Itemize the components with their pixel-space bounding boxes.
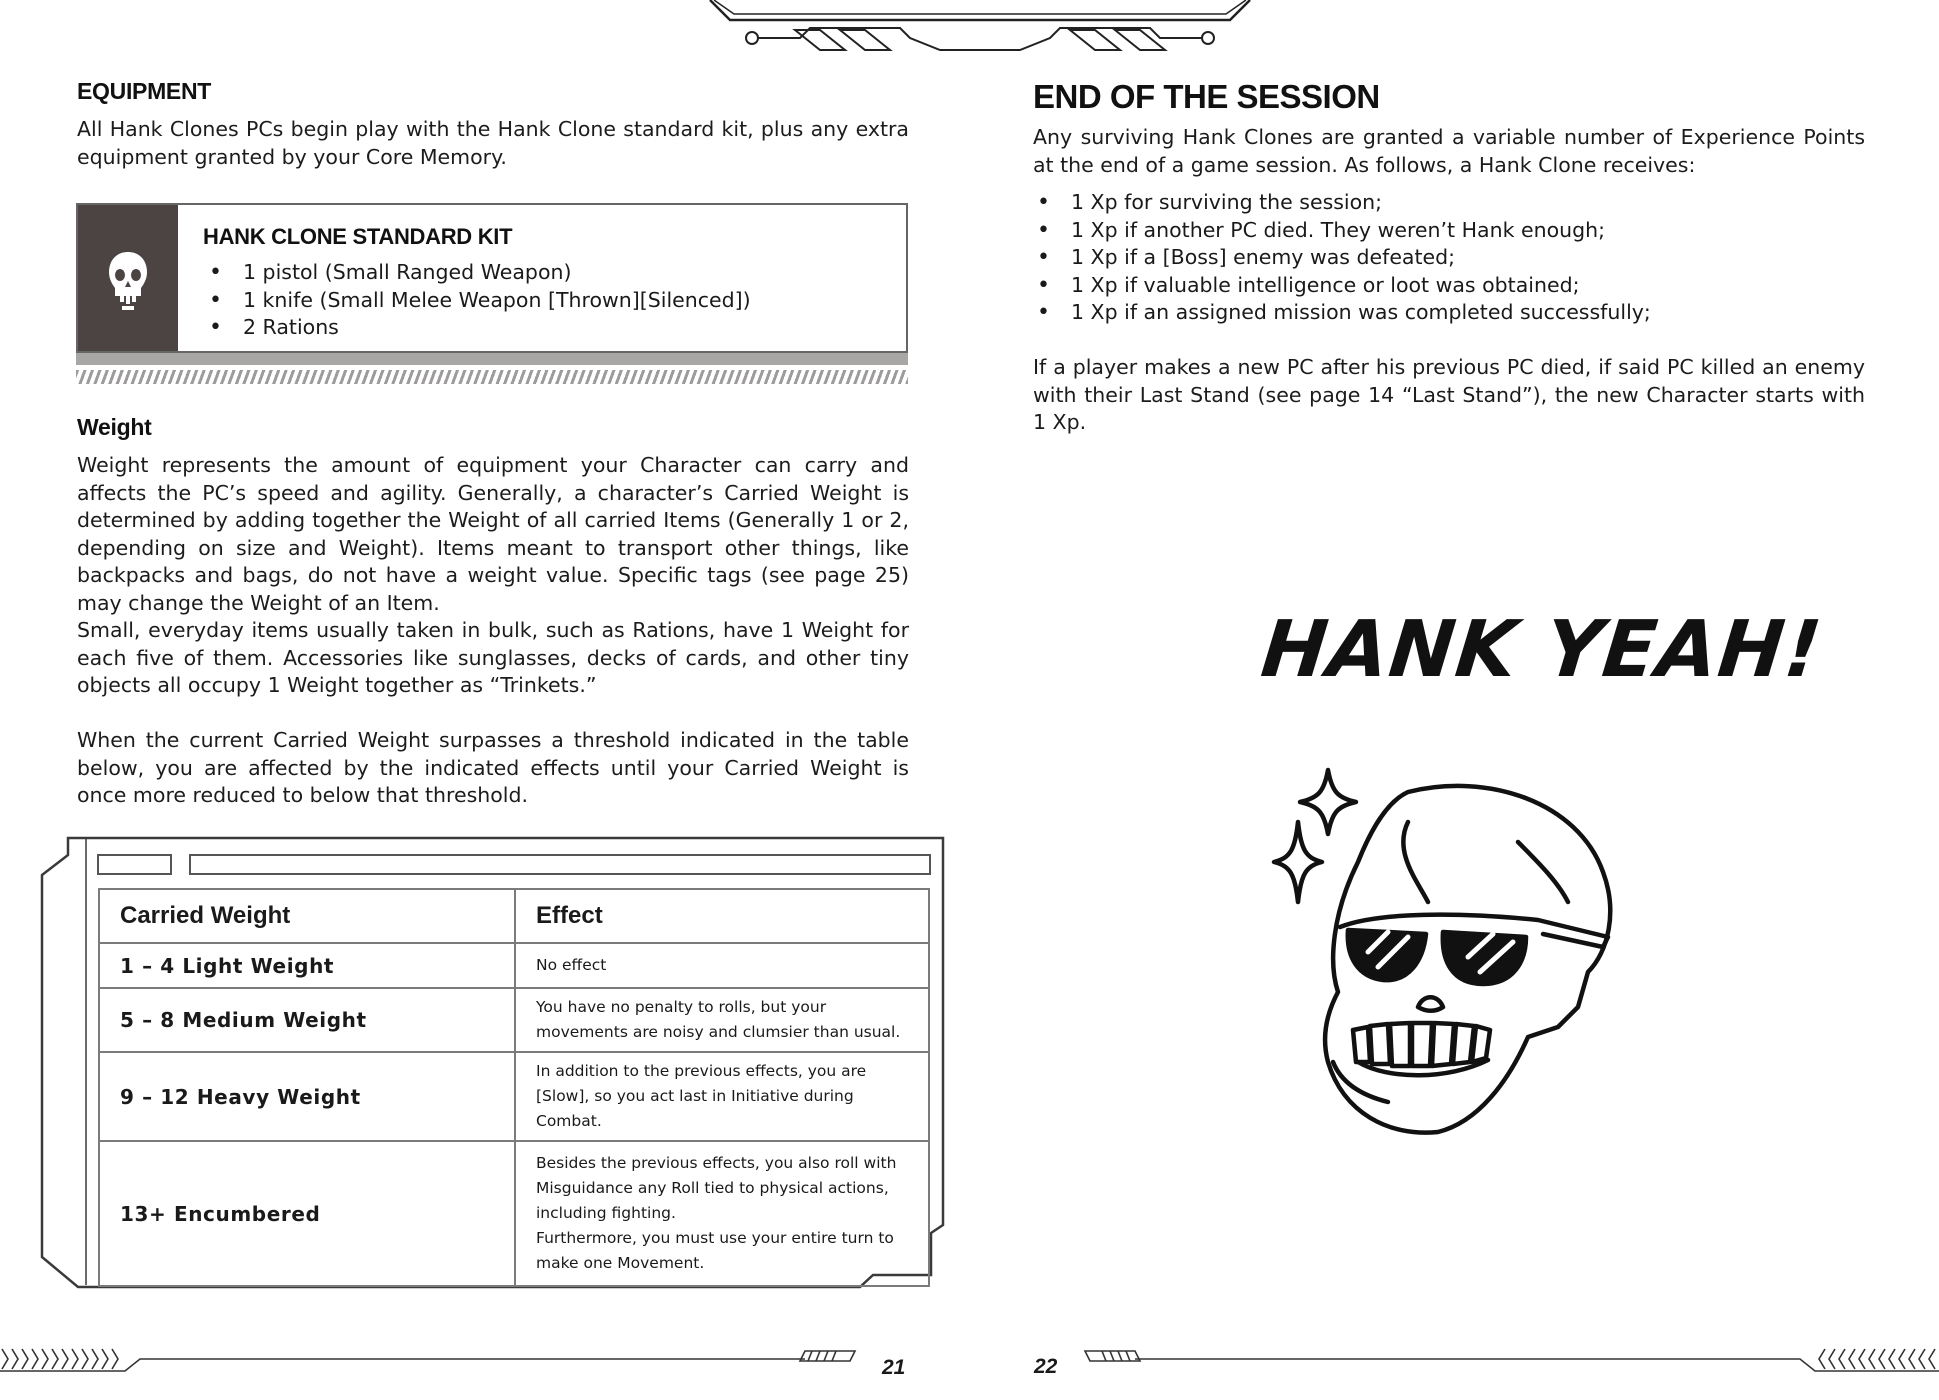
weight-cell: 13+ Encumbered bbox=[99, 1141, 515, 1286]
skull-icon bbox=[106, 250, 150, 312]
list-item: • 2 Rations bbox=[205, 314, 885, 342]
table-row bbox=[99, 943, 929, 988]
list-item: • 1 Xp if valuable intelligence or loot was obtained; bbox=[1033, 272, 1865, 300]
footer-ornament-left bbox=[0, 1345, 870, 1375]
sparkle-icon bbox=[1274, 822, 1322, 902]
table-row bbox=[99, 1052, 929, 1141]
effect-cell: In addition to the previous effects, you are [Slow], so you act last in Initiative during Combat. bbox=[515, 1052, 929, 1141]
weight-heading: Weight bbox=[77, 414, 152, 440]
carried-weight-table bbox=[98, 888, 930, 1287]
kit-title: HANK CLONE STANDARD KIT bbox=[203, 224, 513, 249]
effect-cell: No effect bbox=[515, 943, 929, 988]
equipment-intro: All Hank Clones PCs begin play with the Hank Clone standard kit, plus any extra equipment granted by your Core Memory. bbox=[77, 117, 909, 169]
list-item: • 1 knife (Small Melee Weapon [Thrown][Silenced]) bbox=[205, 287, 885, 315]
list-item: • 1 pistol (Small Ranged Weapon) bbox=[205, 259, 885, 287]
hank-yeah-slogan: HANK YEAH! bbox=[1257, 605, 1827, 695]
kit-bottom-bar bbox=[76, 353, 908, 365]
skull-sunglasses-illustration bbox=[1258, 762, 1638, 1142]
weight-cell: 9 – 12 Heavy Weight bbox=[99, 1052, 515, 1141]
sparkle-icon bbox=[1300, 770, 1356, 834]
equipment-heading: EQUIPMENT bbox=[77, 78, 212, 104]
column-header-carried-weight: Carried Weight bbox=[99, 889, 515, 943]
hatched-divider bbox=[76, 370, 908, 384]
effect-text: Furthermore, you must use your entire turn to make one Movement. bbox=[536, 1229, 894, 1272]
list-item: • 1 Xp for surviving the session; bbox=[1033, 189, 1865, 217]
session-note: If a player makes a new PC after his previous PC died, if said PC killed an enemy with their Last Stand (see page 14 “Last Stand”), the new Character starts with 1 Xp. bbox=[1033, 355, 1865, 434]
page-number-right: 22 bbox=[1034, 1355, 1058, 1378]
table-row bbox=[99, 988, 929, 1052]
weight-cell: 1 – 4 Light Weight bbox=[99, 943, 515, 988]
kit-sidebar bbox=[78, 205, 178, 351]
list-item: • 1 Xp if another PC died. They weren’t Hank enough; bbox=[1033, 217, 1865, 245]
kit-list bbox=[205, 259, 885, 342]
table-row bbox=[99, 1141, 929, 1286]
header-ornament bbox=[700, 0, 1260, 58]
table-header-row bbox=[99, 889, 929, 943]
session-heading: END OF THE SESSION bbox=[1033, 78, 1380, 115]
effect-cell: You have no penalty to rolls, but your movements are noisy and clumsier than usual. bbox=[515, 988, 929, 1052]
effect-cell bbox=[515, 1141, 929, 1286]
weight-paragraph-2: Small, everyday items usually taken in bulk, such as Rations, have 1 Weight for each five of them. Accessories like sunglasses, decks of cards, and other tiny objects all occupy 1 Weight together as “Trinkets.” bbox=[77, 618, 909, 697]
column-header-effect: Effect bbox=[515, 889, 929, 943]
weight-cell: 5 – 8 Medium Weight bbox=[99, 988, 515, 1052]
session-intro: Any surviving Hank Clones are granted a variable number of Experience Points at the end of a game session. As follows, a Hank Clone receives: bbox=[1033, 125, 1865, 177]
weight-paragraph-3: When the current Carried Weight surpasses a threshold indicated in the table below, you are affected by the indicated effects until your Carried Weight is once more reduced to below that threshold. bbox=[77, 728, 909, 807]
footer-ornament-right bbox=[1080, 1345, 1939, 1375]
list-item: • 1 Xp if an assigned mission was completed successfully; bbox=[1033, 299, 1865, 327]
effect-text: Besides the previous effects, you also roll with Misguidance any Roll tied to physical actions, including fighting. bbox=[536, 1154, 897, 1222]
standard-kit-box bbox=[76, 203, 908, 353]
page-number-left: 21 bbox=[882, 1356, 906, 1379]
weight-paragraph-1: Weight represents the amount of equipment your Character can carry and affects the PC’s speed and agility. Generally, a character’s Carried Weight is determined by adding together the Weight of all carried Items (Generally 1 or 2, depending on size and Weight). Items meant to transport other things, like backpacks and bags, do not have a weight value. Specific tags (see page 25) may change the Weight of an Item. bbox=[77, 453, 909, 615]
xp-list bbox=[1033, 189, 1865, 327]
list-item: • 1 Xp if a [Boss] enemy was defeated; bbox=[1033, 244, 1865, 272]
